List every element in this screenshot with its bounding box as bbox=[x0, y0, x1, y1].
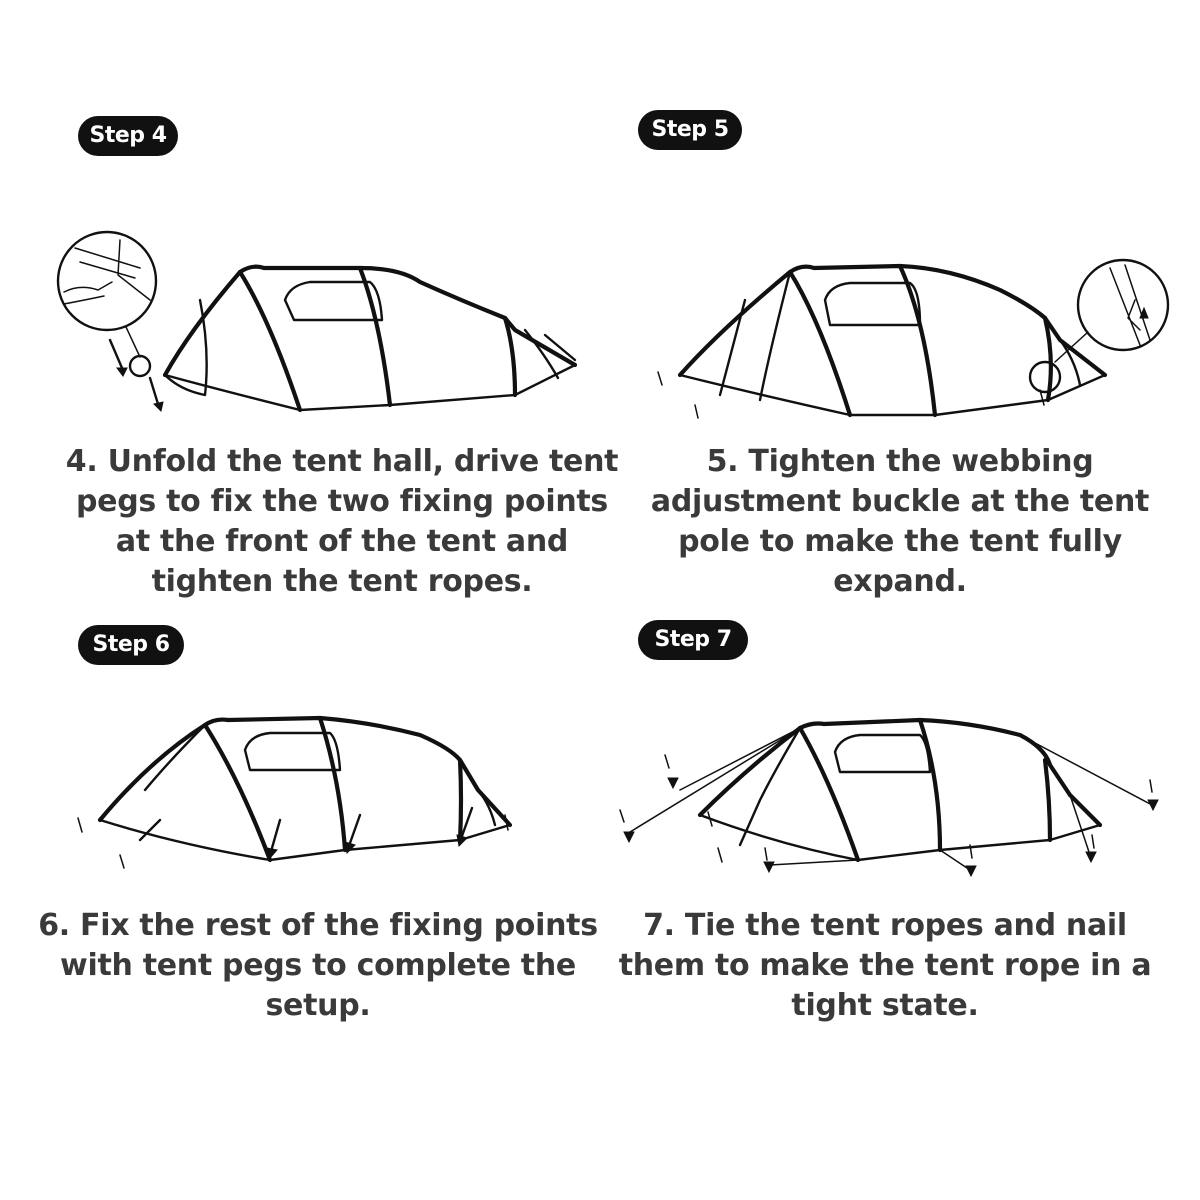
step-4-caption: 4. Unfold the tent hall, drive tent pegs to fix the two fixing points at the front of the tent and tighten the tent ropes. bbox=[65, 444, 619, 599]
step-4-badge: Step 4 bbox=[78, 116, 178, 156]
step-6-caption: 6. Fix the rest of the fixing points with tent pegs to complete the setup. bbox=[38, 908, 598, 1023]
step-6-badge: Step 6 bbox=[78, 625, 184, 665]
step-7-badge: Step 7 bbox=[638, 620, 748, 660]
step-5-caption: 5. Tighten the webbing adjustment buckle at the tent pole to make the tent fully expand. bbox=[650, 444, 1150, 599]
step-7-caption: 7. Tie the tent ropes and nail them to make the tent rope in a tight state. bbox=[618, 908, 1152, 1023]
step-5-badge: Step 5 bbox=[638, 110, 742, 150]
peg-arrow-icon bbox=[624, 832, 634, 842]
